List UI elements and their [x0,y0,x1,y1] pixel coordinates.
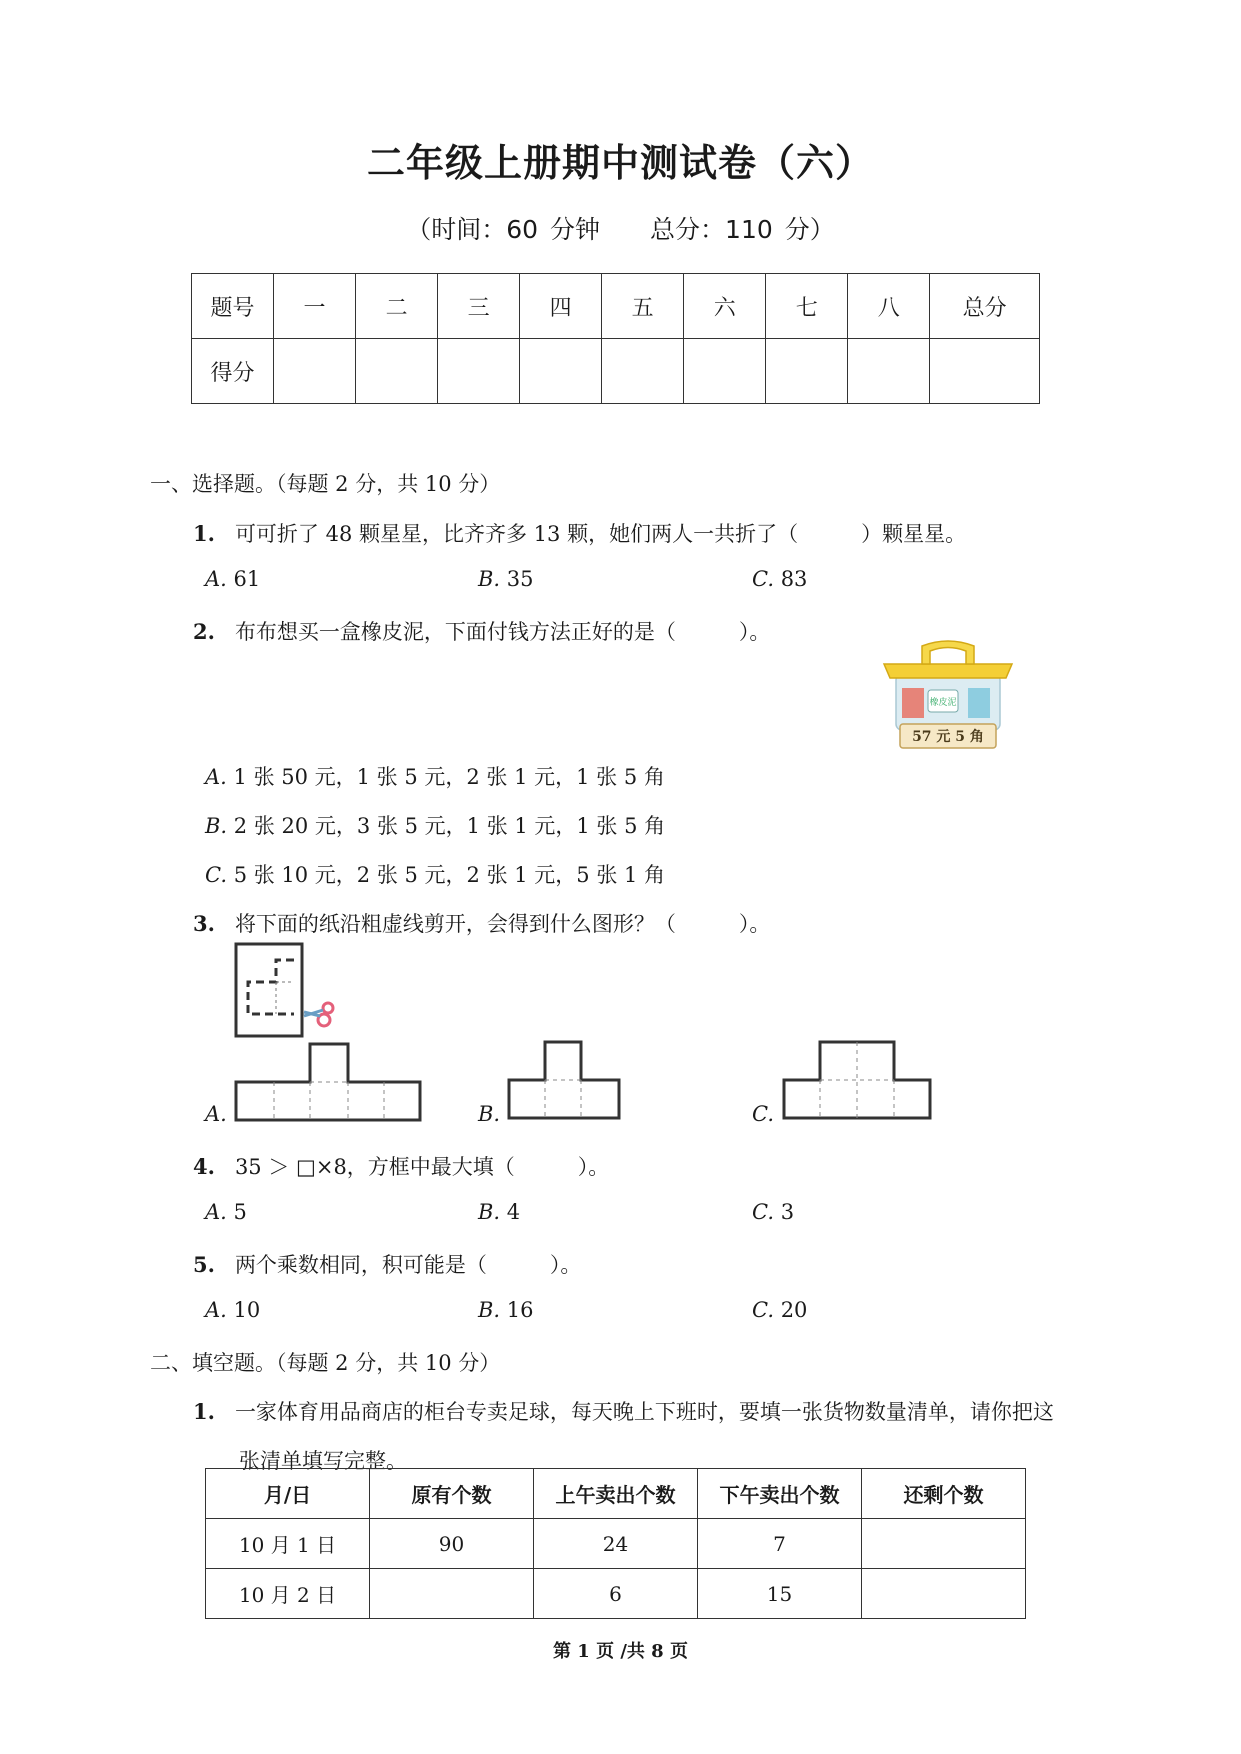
price-tag-text: 57 元 5 角 [912,729,984,745]
shape-guides [545,1080,581,1118]
question-text: 可可折了 48 颗星星，比齐齐多 13 颗，她们两人一共折了（ ）颗星星。 [234,522,967,546]
paper-outline [236,944,302,1036]
option-text: 5 [233,1200,247,1224]
table-cell: 7 [698,1519,862,1569]
section1-heading: 一、选择题。（每题 2 分，共 10 分） [150,472,501,496]
question-1-2 [193,616,770,646]
score-cell[interactable] [684,339,766,404]
score-cell[interactable] [356,339,438,404]
table-row [206,1519,1026,1569]
page-title: 二年级上册期中测试卷（六） [366,141,874,185]
option-letter: C. [752,1102,774,1126]
cut-line [248,960,294,1014]
column-header: 还剩个数 [862,1469,1026,1519]
option-c[interactable] [752,1298,807,1322]
score-header-cell: 三 [438,274,520,339]
option-text: 1 张 50 元，1 张 5 元，2 张 1 元，1 张 5 角 [233,765,665,789]
option-c[interactable] [752,1200,794,1224]
box-decoration [902,688,924,718]
option-text: 10 [233,1298,261,1322]
score-cell[interactable] [274,339,356,404]
box-label: 橡皮泥 [929,698,957,708]
question-2-1 [193,1396,1054,1426]
page-subtitle: （时间：60 分钟 总分：110 分） [406,215,835,244]
option-c-label[interactable] [752,1102,774,1126]
score-cell[interactable] [766,339,848,404]
scissors-icon [304,1003,333,1026]
box-handle [922,641,974,664]
option-letter: B. [478,1298,501,1322]
column-header: 上午卖出个数 [534,1469,698,1519]
answer-cell[interactable] [370,1569,534,1619]
option-b-shape[interactable] [505,1038,627,1130]
score-table [191,273,1040,404]
score-header-cell: 四 [520,274,602,339]
option-letter: C. [752,1298,774,1322]
option-text: 61 [233,567,261,591]
table-row [206,1569,1026,1619]
question-1-5 [193,1249,581,1279]
option-a-shape[interactable] [232,1040,428,1130]
option-letter: C. [752,567,774,591]
option-letter: A. [205,765,227,789]
answer-cell[interactable] [862,1569,1026,1619]
question-number: 2. [193,619,215,644]
answer-cell[interactable] [862,1519,1026,1569]
score-header-cell: 题号 [192,274,274,339]
question-number: 5. [193,1252,215,1277]
option-c-shape[interactable] [780,1038,938,1130]
table-cell: 10 月 1 日 [206,1519,370,1569]
score-header-cell: 六 [684,274,766,339]
table-cell: 6 [534,1569,698,1619]
option-letter: C. [205,863,227,887]
option-a[interactable] [205,1200,247,1224]
option-letter: A. [205,1102,227,1126]
inventory-table [205,1468,1026,1619]
column-header: 下午卖出个数 [698,1469,862,1519]
box-lid [884,664,1012,678]
option-text: 5 张 10 元，2 张 5 元，2 张 1 元，5 张 1 角 [233,863,666,887]
clay-box-image [878,632,1018,752]
option-letter: A. [205,1200,227,1224]
option-b[interactable] [205,810,665,840]
question-number: 1. [193,1399,215,1424]
question-text: 将下面的纸沿粗虚线剪开，会得到什么图形？（ ）。 [234,912,771,936]
score-table-score-row [192,339,1040,404]
score-header-cell: 五 [602,274,684,339]
question-1-1 [193,518,966,548]
option-b[interactable] [478,567,534,591]
score-header-cell: 总分 [930,274,1040,339]
question-text-continued: 张清单填写完整。 [239,1449,407,1473]
option-a[interactable] [205,1298,260,1322]
question-1-3 [193,908,770,938]
score-cell[interactable] [848,339,930,404]
question-text: 一家体育用品商店的柜台专卖足球，每天晚上下班时，要填一张货物数量清单，请你把这 [234,1400,1054,1424]
table-cell: 10 月 2 日 [206,1569,370,1619]
shape-guides [820,1042,894,1118]
score-table-header-row [192,274,1040,339]
option-a-label[interactable] [205,1102,227,1126]
option-b[interactable] [478,1200,520,1224]
question-1-4 [193,1151,609,1181]
option-letter: B. [478,1102,501,1126]
table-cell: 24 [534,1519,698,1569]
score-cell[interactable] [438,339,520,404]
score-header-cell: 七 [766,274,848,339]
shape-guides [274,1082,384,1120]
score-header-cell: 八 [848,274,930,339]
option-letter: B. [478,567,501,591]
option-text: 16 [506,1298,534,1322]
score-cell[interactable] [520,339,602,404]
score-cell[interactable] [930,339,1040,404]
question-number: 4. [193,1154,215,1179]
table-header-row [206,1469,1026,1519]
option-c[interactable] [205,859,665,889]
option-c[interactable] [752,567,807,591]
question-text: 布布想买一盒橡皮泥，下面付钱方法正好的是（ ）。 [234,620,771,644]
question-text: 35 ＞ □×8，方框中最大填（ ）。 [234,1155,610,1179]
table-cell: 90 [370,1519,534,1569]
score-cell[interactable] [602,339,684,404]
question-text: 两个乘数相同，积可能是（ ）。 [234,1253,582,1277]
option-text: 35 [506,567,534,591]
folded-paper-figure [232,942,342,1042]
option-a[interactable] [205,761,665,791]
option-b[interactable] [478,1298,534,1322]
option-text: 2 张 20 元，3 张 5 元，1 张 1 元，1 张 5 角 [233,814,666,838]
score-header-cell: 一 [274,274,356,339]
page-footer: 第 1 页 /共 8 页 [553,1641,688,1662]
option-b-label[interactable] [478,1102,500,1126]
option-letter: A. [205,567,227,591]
section2-heading: 二、填空题。（每题 2 分，共 10 分） [150,1351,501,1375]
score-row-label: 得分 [192,339,274,404]
option-text: 3 [780,1200,795,1224]
question-number: 3. [193,911,215,936]
column-header: 月/日 [206,1469,370,1519]
box-decoration [968,688,990,718]
option-letter: A. [205,1298,227,1322]
option-letter: B. [478,1200,501,1224]
column-header: 原有个数 [370,1469,534,1519]
table-cell: 15 [698,1569,862,1619]
option-text: 4 [506,1200,521,1224]
score-header-cell: 二 [356,274,438,339]
option-text: 20 [780,1298,808,1322]
option-a[interactable] [205,567,260,591]
question-number: 1. [193,521,215,546]
option-text: 83 [780,567,808,591]
option-letter: C. [752,1200,774,1224]
option-letter: B. [205,814,228,838]
